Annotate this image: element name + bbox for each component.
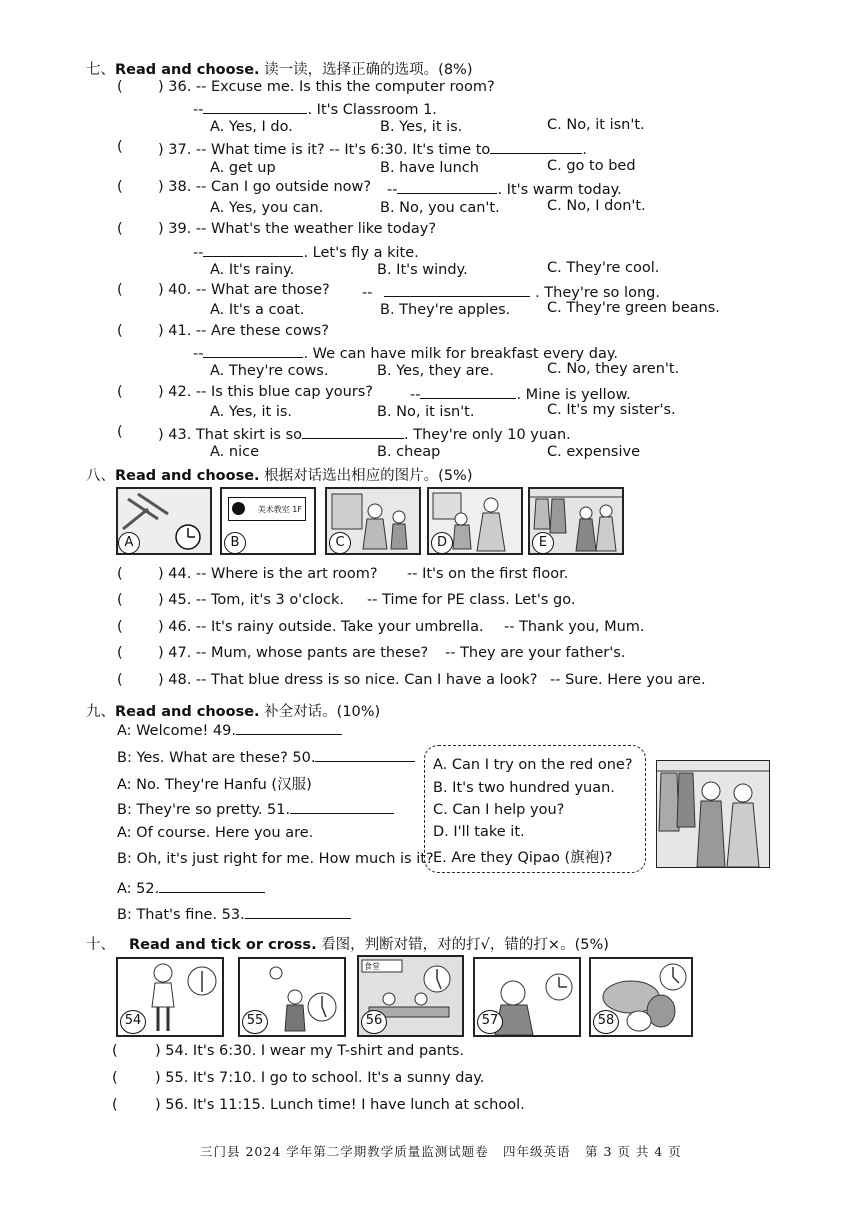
q42-option-a: A. Yes, it is. [210, 404, 293, 420]
dialog-line-49 [117, 720, 342, 739]
picture-number-57: 57 [477, 1010, 503, 1034]
q40-option-a: A. It's a coat. [210, 302, 305, 318]
dialog-text: B: That's fine. 53. [117, 907, 245, 923]
q48-paren: ( [117, 672, 123, 688]
dash: -- [362, 285, 373, 301]
section-number: 九、 [86, 704, 115, 720]
q44-paren: ( [117, 566, 123, 582]
section-title-cn: 根据对话选出相应的图片。(5%) [264, 468, 473, 484]
q45-question: ) 45. -- Tom, it's 3 o'clock. [158, 592, 345, 608]
q41-paren: ( [117, 323, 123, 339]
q37-paren: ( [117, 139, 123, 155]
q45-paren: ( [117, 592, 123, 608]
section-title-en: Read and tick or cross. [129, 937, 317, 953]
q36-paren: ( [117, 79, 123, 95]
picture-number-54: 54 [120, 1010, 146, 1034]
q38-question: ) 38. -- Can I go outside now? [158, 179, 372, 195]
q37-option-b: B. have lunch [380, 160, 479, 176]
q39-paren: ( [117, 221, 123, 237]
answer-blank[interactable] [203, 99, 307, 114]
q36-option-b: B. Yes, it is. [380, 119, 463, 135]
q42-paren: ( [117, 384, 123, 400]
answer-blank[interactable] [315, 747, 415, 762]
section-9-title [86, 700, 380, 721]
q43-paren: ( [117, 424, 123, 440]
q42-question: ) 42. -- Is this blue cap yours? [158, 384, 373, 400]
section-number: 十、 [86, 937, 115, 953]
q39-answer-line [193, 242, 419, 261]
section-7-title [86, 58, 473, 79]
dialog-line-5: A: Of course. Here you are. [117, 825, 314, 841]
q44-question: ) 44. -- Where is the art room? [158, 566, 378, 582]
q38-option-b: B. No, you can't. [380, 200, 500, 216]
answer-blank[interactable] [490, 139, 582, 154]
dash: -- [193, 102, 204, 118]
answer-blank[interactable] [302, 424, 404, 439]
section-title-cn: 读一读，选择正确的选项。(8%) [264, 62, 473, 78]
answer-blank[interactable] [203, 343, 303, 358]
q38-end: . It's warm today. [497, 182, 622, 198]
footer-exam-title: 三门县 2024 学年第二学期教学质量监测试题卷 [200, 1144, 489, 1159]
answer-blank[interactable] [420, 384, 516, 399]
dialog-line-50 [117, 747, 415, 766]
q38-option-a: A. Yes, you can. [210, 200, 324, 216]
q39-line2-text: . Let's fly a kite. [303, 245, 419, 261]
q41-option-c: C. No, they aren't. [547, 361, 680, 377]
q40-paren: ( [117, 282, 123, 298]
q42-option-b: B. No, it isn't. [377, 404, 475, 420]
palette-icon [232, 502, 245, 515]
footer-page: 第 3 页 共 4 页 [585, 1144, 682, 1159]
section-title-en: Read and choose. [115, 468, 260, 484]
q37-option-a: A. get up [210, 160, 276, 176]
section-number: 八、 [86, 468, 115, 484]
dialog-text: B: They're so pretty. 51. [117, 802, 291, 818]
art-room-sign: 美术教室 1F [228, 497, 306, 521]
q47-paren: ( [117, 645, 123, 661]
q36-option-a: A. Yes, I do. [210, 119, 293, 135]
picture-number-56: 56 [361, 1010, 387, 1034]
dialog-line-6: B: Oh, it's just right for me. How much is it? [117, 851, 434, 867]
q39-question: ) 39. -- What's the weather like today? [158, 221, 437, 237]
q41-answer-line [193, 343, 618, 362]
picture-number-58: 58 [593, 1010, 619, 1034]
q36-option-c: C. No, it isn't. [547, 117, 645, 133]
q47-question: ) 47. -- Mum, whose pants are these? [158, 645, 429, 661]
dialog-text: A: Welcome! 49. [117, 723, 236, 739]
picture-label-c: C [329, 532, 351, 554]
answer-blank[interactable] [397, 179, 497, 194]
dialog-line-3: A: No. They're Hanfu (汉服) [117, 777, 312, 793]
q37-end: . [582, 142, 587, 158]
section-number: 七、 [86, 62, 115, 78]
q43-option-a: A. nice [210, 444, 259, 460]
q40-option-c: C. They're green beans. [547, 300, 720, 316]
q39-option-c: C. They're cool. [547, 260, 660, 276]
dialog-line-52 [117, 878, 265, 897]
option-e: E. Are they Qipao (旗袍)? [433, 850, 613, 866]
q39-option-a: A. It's rainy. [210, 262, 295, 278]
section-8-title [86, 464, 473, 485]
q37-question [158, 139, 587, 158]
q41-option-a: A. They're cows. [210, 363, 329, 379]
picture-clothes-store [656, 760, 770, 868]
footer-subject: 四年级英语 [503, 1144, 571, 1159]
answer-blank[interactable] [236, 720, 342, 735]
q55-paren: ( [112, 1070, 118, 1086]
q47-reply: -- They are your father's. [445, 645, 626, 661]
dialog-text: B: Yes. What are these? 50. [117, 750, 316, 766]
picture-label-e: E [532, 532, 554, 554]
q46-paren: ( [117, 619, 123, 635]
q40-question: ) 40. -- What are those? [158, 282, 330, 298]
q37-option-c: C. go to bed [547, 158, 636, 174]
dash: -- [387, 182, 398, 198]
answer-blank[interactable] [245, 904, 351, 919]
q40-option-b: B. They're apples. [380, 302, 511, 318]
dash: -- [193, 245, 204, 261]
dialog-line-51 [117, 799, 394, 818]
option-d: D. I'll take it. [433, 824, 525, 840]
q36-question: ) 36. -- Excuse me. Is this the computer room? [158, 79, 495, 95]
dash: -- [193, 346, 204, 362]
option-c: C. Can I help you? [433, 802, 565, 818]
clothes-store-illustration [657, 761, 769, 867]
q46-question: ) 46. -- It's rainy outside. Take your umbrella. [158, 619, 484, 635]
q42-option-c: C. It's my sister's. [547, 402, 676, 418]
q54-paren: ( [112, 1043, 118, 1059]
q40-end: . They're so long. [535, 285, 660, 301]
section-title-en: Read and choose. [115, 62, 260, 78]
section-title-cn: 看图，判断对错，对的打√，错的打×。(5%) [321, 937, 609, 953]
answer-blank[interactable] [159, 878, 265, 893]
dialog-line-53 [117, 904, 351, 923]
q38-option-c: C. No, I don't. [547, 198, 646, 214]
q41-option-b: B. Yes, they are. [377, 363, 494, 379]
q36-answer-line [193, 99, 437, 118]
picture-label-b: B [224, 532, 246, 554]
q39-option-b: B. It's windy. [377, 262, 468, 278]
q43-option-b: B. cheap [377, 444, 441, 460]
q48-question: ) 48. -- That blue dress is so nice. Can I have a look? [158, 672, 538, 688]
q45-reply: -- Time for PE class. Let's go. [367, 592, 576, 608]
answer-blank[interactable] [384, 282, 530, 297]
option-b: B. It's two hundred yuan. [433, 780, 615, 796]
q42-answer [410, 384, 631, 403]
picture-label-d: D [431, 532, 453, 554]
q54-statement: ) 54. It's 6:30. I wear my T-shirt and pants. [155, 1043, 465, 1059]
q43-text: ) 43. That skirt is so [158, 427, 303, 443]
option-a: A. Can I try on the red one? [433, 757, 633, 773]
q44-reply: -- It's on the first floor. [407, 566, 569, 582]
q48-reply: -- Sure. Here you are. [550, 672, 706, 688]
q56-statement: ) 56. It's 11:15. Lunch time! I have lunch at school. [155, 1097, 525, 1113]
section-10-title [86, 933, 609, 954]
picture-number-55: 55 [242, 1010, 268, 1034]
picture-label-a: A [118, 532, 140, 554]
q43-option-c: C. expensive [547, 444, 640, 460]
q38-answer [387, 179, 622, 198]
q43-end: . They're only 10 yuan. [404, 427, 571, 443]
answer-blank[interactable] [203, 242, 303, 257]
q43-question [158, 424, 571, 443]
q42-end: . Mine is yellow. [516, 387, 631, 403]
answer-blank[interactable] [290, 799, 394, 814]
q36-line2-text: . It's Classroom 1. [307, 102, 437, 118]
q46-reply: -- Thank you, Mum. [504, 619, 645, 635]
dialog-text: A: 52. [117, 881, 160, 897]
dash: -- [410, 387, 421, 403]
q41-question: ) 41. -- Are these cows? [158, 323, 329, 339]
q37-text: ) 37. -- What time is it? -- It's 6:30. It's time to [158, 142, 491, 158]
q56-paren: ( [112, 1097, 118, 1113]
canteen-sign: 食堂 [364, 962, 380, 971]
section-title-cn: 补全对话。(10%) [264, 704, 381, 720]
q40-answer [362, 282, 660, 301]
q41-line2-text: . We can have milk for breakfast every day. [303, 346, 618, 362]
q55-statement: ) 55. It's 7:10. I go to school. It's a sunny day. [155, 1070, 485, 1086]
section-title-en: Read and choose. [115, 704, 260, 720]
q38-paren: ( [117, 179, 123, 195]
